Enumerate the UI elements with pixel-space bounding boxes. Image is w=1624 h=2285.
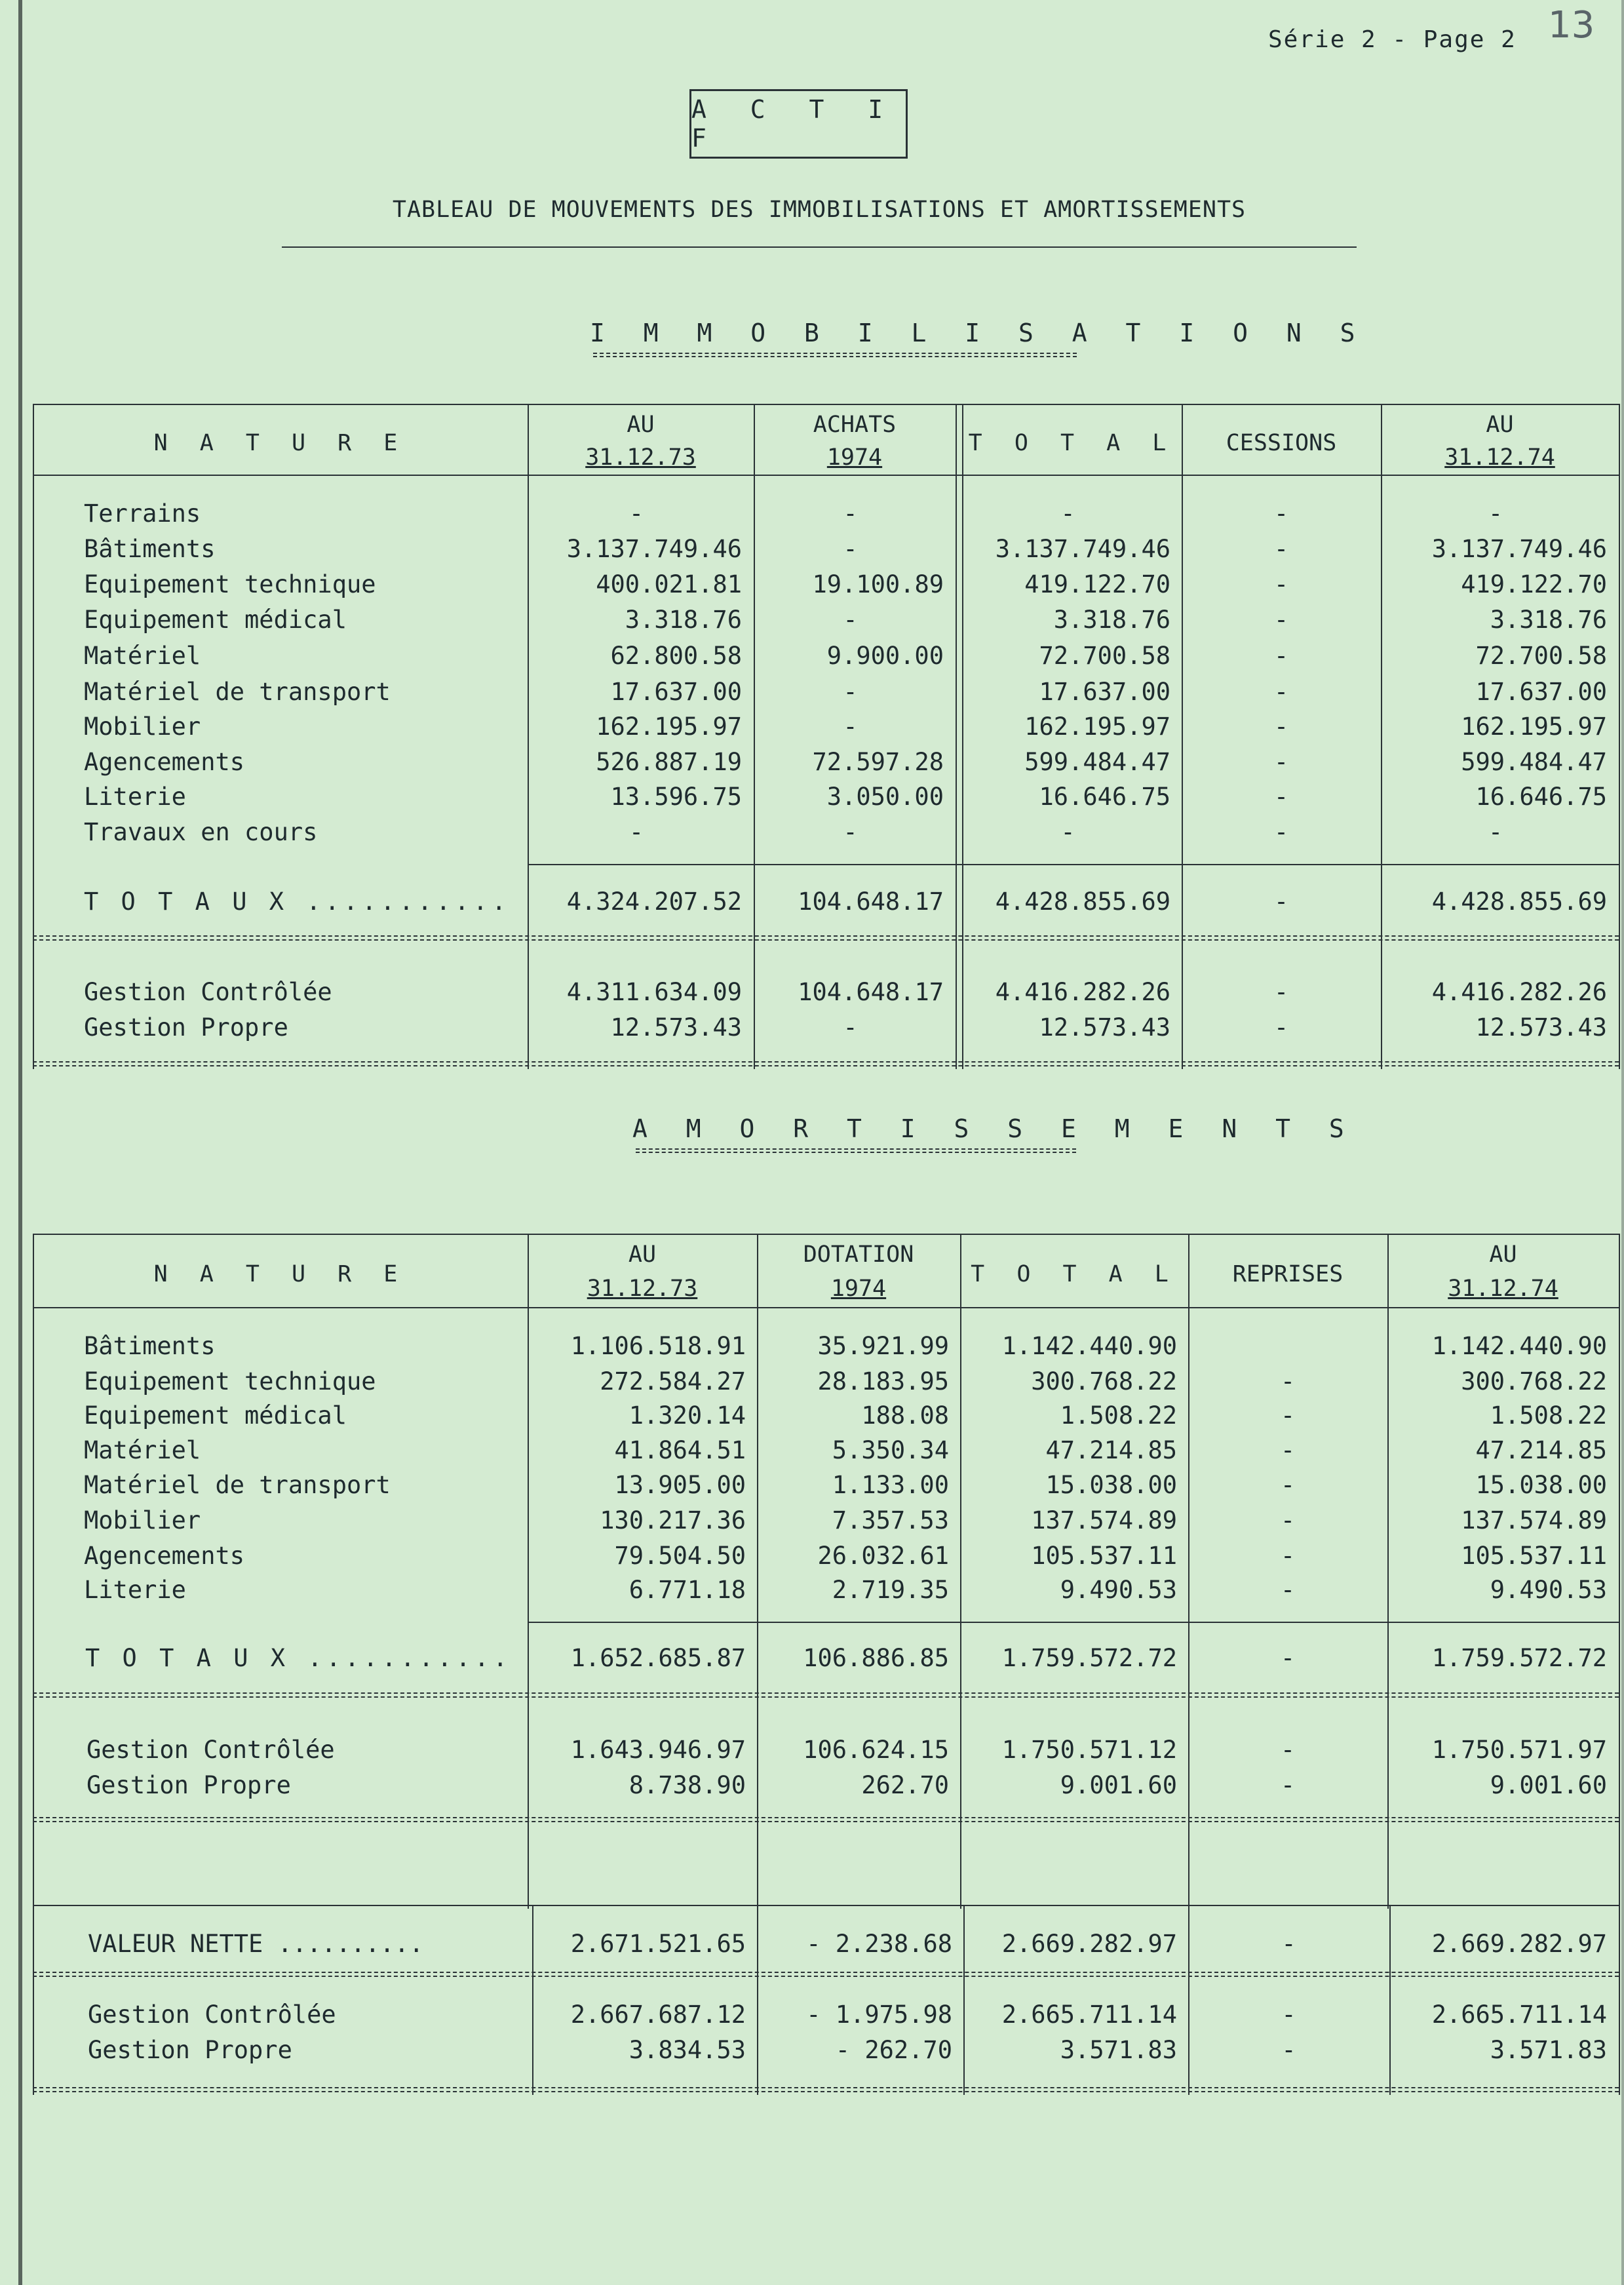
amount-cell: 1.750.571.97 xyxy=(1431,1736,1607,1764)
amount-cell: 3.137.749.46 xyxy=(995,535,1170,563)
column-divider xyxy=(1182,404,1183,1069)
amount-cell: 1.133.00 xyxy=(832,1471,949,1499)
page-reference: Série 2 - Page 2 xyxy=(1268,26,1517,53)
amount-cell: 106.886.85 xyxy=(803,1644,949,1672)
amount-cell: 16.646.75 xyxy=(1475,783,1607,811)
header-c5-date: 31.12.74 xyxy=(1448,1276,1558,1302)
column-divider xyxy=(532,1905,533,2095)
dash-cell: - xyxy=(1273,748,1289,776)
row-label: Literie xyxy=(84,1576,186,1604)
amount-cell: 272.584.27 xyxy=(600,1367,746,1396)
row-label: Literie xyxy=(84,783,186,811)
dash-cell: - xyxy=(1273,535,1289,563)
amount-cell: 13.905.00 xyxy=(614,1471,746,1499)
dash-cell: - xyxy=(1280,1367,1296,1396)
amount-cell: 105.537.11 xyxy=(1461,1542,1607,1570)
header-cessions: CESSIONS xyxy=(1226,430,1337,456)
table-left-edge xyxy=(33,404,34,1069)
column-divider xyxy=(1188,1905,1189,2095)
amount-cell: 47.214.85 xyxy=(1475,1436,1607,1464)
amount-cell: 162.195.97 xyxy=(1024,713,1170,741)
amount-cell: 1.320.14 xyxy=(628,1401,746,1430)
dash-cell: - xyxy=(1273,642,1289,670)
dash-cell: - xyxy=(1280,1736,1296,1764)
column-divider xyxy=(1389,1905,1391,2095)
dash-cell: - xyxy=(843,818,858,846)
column-divider xyxy=(1387,1234,1389,1909)
amount-cell: 6.771.18 xyxy=(628,1576,746,1604)
dash-cell: - xyxy=(1273,1013,1289,1042)
amount-cell: 3.318.76 xyxy=(1053,606,1170,634)
dash-cell: - xyxy=(1280,1771,1296,1799)
amount-cell: 1.652.685.87 xyxy=(570,1644,746,1672)
amount-cell: 162.195.97 xyxy=(596,713,742,741)
header-c2-bottom xyxy=(754,440,956,475)
header-c1-top: AU xyxy=(628,1241,657,1268)
amount-cell: 3.571.83 xyxy=(1490,2036,1607,2064)
amount-cell: 3.050.00 xyxy=(826,783,944,811)
header-c2-top: ACHATS xyxy=(813,412,897,438)
dash-cell: - xyxy=(1281,2001,1296,2029)
amount-cell: 15.038.00 xyxy=(1045,1471,1177,1499)
amount-cell: 1.142.440.90 xyxy=(1001,1332,1177,1360)
amount-cell: 137.574.89 xyxy=(1461,1506,1607,1534)
row-label: T O T A U X ........... xyxy=(84,888,511,916)
totals-double-rule xyxy=(33,935,1619,941)
amortissements-section-title: A M O R T I S S E M E N T S xyxy=(632,1114,1356,1143)
amortissements-title-underline xyxy=(636,1148,1076,1153)
amount-cell: 12.573.43 xyxy=(610,1013,742,1042)
row-label: Gestion Propre xyxy=(88,2036,292,2064)
page-binding-edge xyxy=(18,0,22,2285)
column-divider xyxy=(528,1234,529,1909)
amount-cell: 419.122.70 xyxy=(1461,570,1607,598)
amount-cell: 2.669.282.97 xyxy=(1001,1930,1177,1958)
immobilisations-section-title: I M M O B I L I S A T I O N S xyxy=(590,319,1367,347)
amount-cell: 1.759.572.72 xyxy=(1431,1644,1607,1672)
valeur-nette-double-rule xyxy=(33,1972,1619,1977)
row-label: T O T A U X ........... xyxy=(85,1644,512,1672)
row-label: Matériel xyxy=(84,642,201,670)
amount-cell: 17.637.00 xyxy=(610,678,742,706)
amount-cell: 7.357.53 xyxy=(832,1506,949,1534)
table-top-rule xyxy=(33,1905,1620,1906)
dash-cell: - xyxy=(1280,1506,1296,1534)
dash-cell: - xyxy=(1280,1471,1296,1499)
dash-cell: - xyxy=(1488,499,1503,528)
row-label: VALEUR NETTE .......... xyxy=(88,1930,424,1958)
row-label: Gestion Contrôlée xyxy=(88,2001,336,2029)
header-nature: N A T U R E xyxy=(153,430,407,456)
row-label: Gestion Contrôlée xyxy=(84,978,332,1006)
amount-cell: 188.08 xyxy=(861,1401,949,1430)
table-bottom-double-rule xyxy=(33,1817,1619,1822)
row-label: Equipement technique xyxy=(84,570,376,598)
amount-cell: 17.637.00 xyxy=(1475,678,1607,706)
amount-cell: 2.669.282.97 xyxy=(1431,1930,1607,1958)
amount-cell: 72.597.28 xyxy=(812,748,944,776)
amount-cell: 1.750.571.12 xyxy=(1001,1736,1177,1764)
amount-cell: 1.508.22 xyxy=(1060,1401,1177,1430)
title-underline xyxy=(282,246,1357,248)
dash-cell: - xyxy=(843,1013,858,1042)
column-divider xyxy=(528,404,529,1069)
amount-cell: 17.637.00 xyxy=(1039,678,1170,706)
column-divider xyxy=(757,1905,758,2095)
amount-cell: 106.624.15 xyxy=(803,1736,949,1764)
row-label: Equipement médical xyxy=(84,1401,347,1430)
amount-cell: 104.648.17 xyxy=(798,888,944,916)
row-label: Bâtiments xyxy=(84,1332,216,1360)
column-divider xyxy=(1188,1234,1189,1909)
table-right-edge xyxy=(1619,1905,1620,2095)
amount-cell: 3.137.749.46 xyxy=(1431,535,1607,563)
dash-cell: - xyxy=(1280,1401,1296,1430)
amount-cell: 300.768.22 xyxy=(1461,1367,1607,1396)
dash-cell: - xyxy=(1060,499,1075,528)
totals-top-rule xyxy=(528,1622,1619,1623)
row-label: Agencements xyxy=(84,748,245,776)
dash-cell: - xyxy=(1280,1542,1296,1570)
page-right-edge xyxy=(1621,0,1624,2285)
amount-cell: 4.416.282.26 xyxy=(995,978,1170,1006)
dash-cell: - xyxy=(1273,713,1289,741)
dash-cell: - xyxy=(843,713,858,741)
dash-cell: - xyxy=(1273,570,1289,598)
dash-cell: - xyxy=(1488,818,1503,846)
amount-cell: 4.324.207.52 xyxy=(566,888,742,916)
amount-cell: - 262.70 xyxy=(835,2036,952,2064)
amount-cell: 26.032.61 xyxy=(817,1542,949,1570)
header-nature: N A T U R E xyxy=(153,1261,407,1287)
amount-cell: 9.001.60 xyxy=(1490,1771,1607,1799)
amount-cell: 8.738.90 xyxy=(628,1771,746,1799)
amount-cell: 1.508.22 xyxy=(1490,1401,1607,1430)
totals-double-rule xyxy=(33,1692,1619,1698)
amount-cell: 2.665.711.14 xyxy=(1431,2001,1607,2029)
amount-cell: 105.537.11 xyxy=(1031,1542,1177,1570)
amount-cell: 19.100.89 xyxy=(812,570,944,598)
column-divider xyxy=(962,404,963,1069)
dash-cell: - xyxy=(1060,818,1075,846)
header-c2-year: 1974 xyxy=(830,1276,887,1302)
amount-cell: 9.490.53 xyxy=(1490,1576,1607,1604)
row-label: Bâtiments xyxy=(84,535,216,563)
dash-cell: - xyxy=(1273,783,1289,811)
row-label: Agencements xyxy=(84,1542,245,1570)
header-c5-bottom xyxy=(1381,440,1619,475)
header-c5-top: AU xyxy=(1486,412,1514,438)
row-label: Travaux en cours xyxy=(84,818,318,846)
row-label: Matériel de transport xyxy=(84,1471,391,1499)
amount-cell: 4.416.282.26 xyxy=(1431,978,1607,1006)
dash-cell: - xyxy=(1280,1576,1296,1604)
row-label: Matériel de transport xyxy=(84,678,391,706)
header-c1-date: 31.12.73 xyxy=(585,444,696,471)
amount-cell: 2.671.521.65 xyxy=(570,1930,746,1958)
amount-cell: 4.428.855.69 xyxy=(1431,888,1607,916)
amount-cell: 130.217.36 xyxy=(600,1506,746,1534)
amount-cell: 5.350.34 xyxy=(832,1436,949,1464)
actif-box-title: A C T I F xyxy=(689,89,908,159)
amount-cell: 3.571.83 xyxy=(1060,2036,1177,2064)
amount-cell: 526.887.19 xyxy=(596,748,742,776)
amount-cell: 41.864.51 xyxy=(614,1436,746,1464)
amount-cell: 79.504.50 xyxy=(614,1542,746,1570)
totals-top-rule xyxy=(528,864,1619,865)
dash-cell: - xyxy=(1280,1644,1296,1672)
amount-cell: 2.665.711.14 xyxy=(1001,2001,1177,2029)
amount-cell: 4.428.855.69 xyxy=(995,888,1170,916)
column-divider xyxy=(963,1905,965,2095)
dash-cell: - xyxy=(1273,978,1289,1006)
column-divider xyxy=(956,404,957,1069)
header-total: T O T A L xyxy=(968,430,1176,456)
amount-cell: 3.137.749.46 xyxy=(566,535,742,563)
header-c1-bottom xyxy=(528,1272,757,1306)
table-right-edge xyxy=(1619,404,1620,1069)
row-label: Gestion Contrôlée xyxy=(87,1736,335,1764)
amount-cell: 104.648.17 xyxy=(798,978,944,1006)
dash-cell: - xyxy=(628,499,644,528)
amount-cell: 262.70 xyxy=(861,1771,949,1799)
dash-cell: - xyxy=(1273,818,1289,846)
amount-cell: 72.700.58 xyxy=(1039,642,1170,670)
header-c1-bottom xyxy=(528,440,754,475)
amount-cell: 9.001.60 xyxy=(1060,1771,1177,1799)
row-label: Mobilier xyxy=(84,713,201,741)
amount-cell: 72.700.58 xyxy=(1475,642,1607,670)
amount-cell: 400.021.81 xyxy=(596,570,742,598)
dash-cell: - xyxy=(843,678,858,706)
column-divider xyxy=(754,404,755,1069)
handwritten-page-mark: 13 xyxy=(1548,4,1595,47)
header-c1-date: 31.12.73 xyxy=(587,1276,698,1302)
dash-cell: - xyxy=(843,606,858,634)
dash-cell: - xyxy=(1281,2036,1296,2064)
immobilisations-title-underline xyxy=(593,353,1077,357)
column-divider xyxy=(960,1234,961,1909)
row-label: Equipement technique xyxy=(84,1367,376,1396)
amount-cell: 599.484.47 xyxy=(1024,748,1170,776)
row-label: Mobilier xyxy=(84,1506,201,1534)
amount-cell: 162.195.97 xyxy=(1461,713,1607,741)
dash-cell: - xyxy=(1281,1930,1296,1958)
amount-cell: 9.900.00 xyxy=(826,642,944,670)
amount-cell: 2.667.687.12 xyxy=(570,2001,746,2029)
amount-cell: 12.573.43 xyxy=(1475,1013,1607,1042)
table-left-edge xyxy=(33,1905,34,2095)
table-right-edge xyxy=(1619,1234,1620,1909)
amount-cell: 13.596.75 xyxy=(610,783,742,811)
amount-cell: - 1.975.98 xyxy=(806,2001,952,2029)
dash-cell: - xyxy=(1273,888,1289,916)
amount-cell: 3.318.76 xyxy=(625,606,742,634)
header-c1-top: AU xyxy=(627,412,655,438)
column-divider xyxy=(1381,404,1382,1069)
row-label: Gestion Propre xyxy=(84,1013,288,1042)
column-divider xyxy=(757,1234,758,1909)
header-c5-top: AU xyxy=(1489,1241,1517,1268)
header-c2-year: 1974 xyxy=(826,444,883,471)
header-c5-bottom xyxy=(1387,1272,1619,1306)
amount-cell: 4.311.634.09 xyxy=(566,978,742,1006)
amount-cell: 599.484.47 xyxy=(1461,748,1607,776)
dash-cell: - xyxy=(1273,499,1289,528)
amount-cell: 300.768.22 xyxy=(1031,1367,1177,1396)
amount-cell: 3.318.76 xyxy=(1490,606,1607,634)
table-bottom-double-rule xyxy=(33,1061,1619,1066)
amount-cell: 1.759.572.72 xyxy=(1001,1644,1177,1672)
amount-cell: 47.214.85 xyxy=(1045,1436,1177,1464)
amount-cell: - 2.238.68 xyxy=(806,1930,952,1958)
amount-cell: 35.921.99 xyxy=(817,1332,949,1360)
row-label: Gestion Propre xyxy=(87,1771,291,1799)
dash-cell: - xyxy=(628,818,644,846)
amount-cell: 15.038.00 xyxy=(1475,1471,1607,1499)
table-left-edge xyxy=(33,1234,34,1909)
amount-cell: 62.800.58 xyxy=(610,642,742,670)
amount-cell: 3.834.53 xyxy=(628,2036,746,2064)
row-label: Matériel xyxy=(84,1436,201,1464)
amount-cell: 9.490.53 xyxy=(1060,1576,1177,1604)
amount-cell: 419.122.70 xyxy=(1024,570,1170,598)
header-total: T O T A L xyxy=(971,1261,1178,1287)
amount-cell: 1.142.440.90 xyxy=(1431,1332,1607,1360)
dash-cell: - xyxy=(843,499,858,528)
amount-cell: 12.573.43 xyxy=(1039,1013,1170,1042)
header-reprises: REPRISES xyxy=(1232,1261,1344,1287)
amount-cell: 1.643.946.97 xyxy=(570,1736,746,1764)
row-label: Terrains xyxy=(84,499,201,528)
document-title: TABLEAU DE MOUVEMENTS DES IMMOBILISATIONS ET AMORTISSEMENTS xyxy=(392,197,1247,223)
dash-cell: - xyxy=(1273,606,1289,634)
dash-cell: - xyxy=(1280,1436,1296,1464)
header-bottom-rule xyxy=(33,1307,1620,1308)
dash-cell: - xyxy=(843,535,858,563)
row-label: Equipement médical xyxy=(84,606,347,634)
header-c2-bottom xyxy=(757,1272,960,1306)
table-top-rule xyxy=(33,1234,1620,1235)
amount-cell: 2.719.35 xyxy=(832,1576,949,1604)
dash-cell: - xyxy=(1273,678,1289,706)
header-c2-top: DOTATION xyxy=(803,1241,914,1268)
amount-cell: 1.106.518.91 xyxy=(570,1332,746,1360)
table-bottom-double-rule xyxy=(33,2087,1619,2092)
amount-cell: 28.183.95 xyxy=(817,1367,949,1396)
amount-cell: 16.646.75 xyxy=(1039,783,1170,811)
amount-cell: 137.574.89 xyxy=(1031,1506,1177,1534)
header-c5-date: 31.12.74 xyxy=(1444,444,1555,471)
